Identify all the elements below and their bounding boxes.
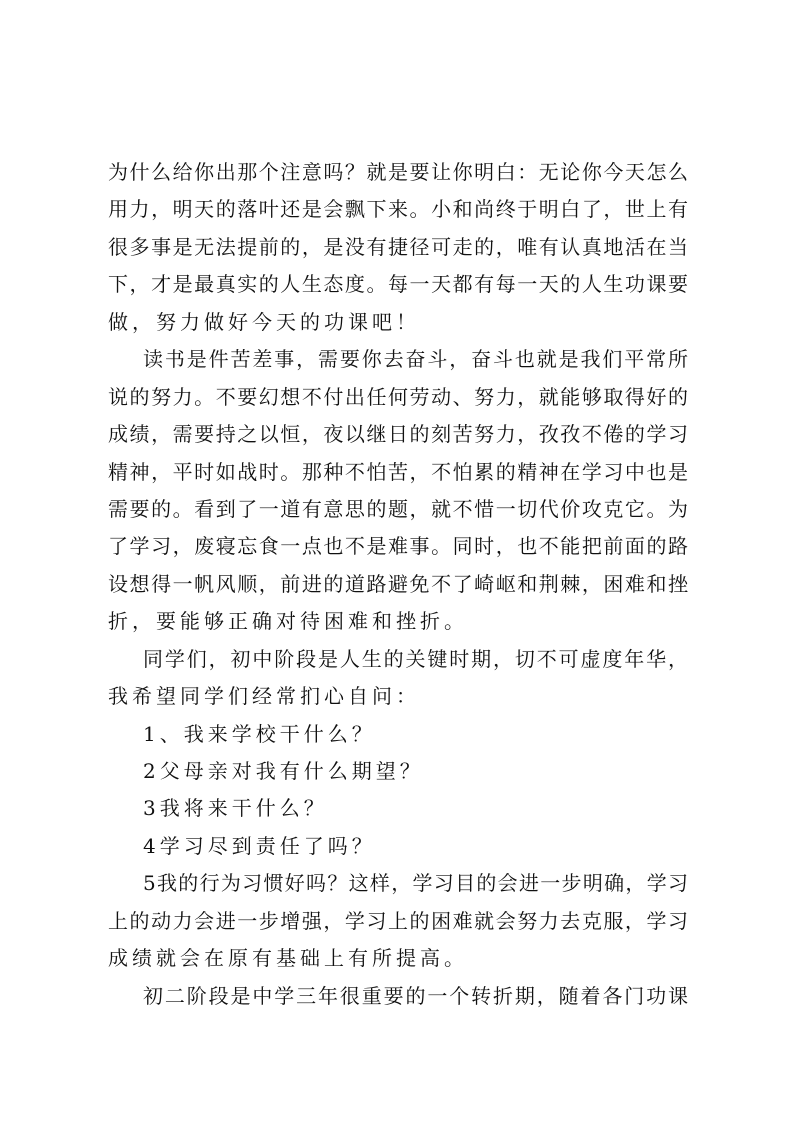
text-line: 用力，明天的落叶还是会飘下来。小和尚终于明白了，世上有 <box>108 197 688 222</box>
text-line: 4学习尽到责任了吗？ <box>143 833 376 858</box>
text-line: 同学们，初中阶段是人生的关键时期，切不可虚度年华， <box>143 646 688 671</box>
text-line: 很多事是无法提前的，是没有捷径可走的，唯有认真地活在当 <box>108 234 688 259</box>
text-line: 1、我来学校干什么？ <box>143 721 376 746</box>
text-line: 上的动力会进一步增强，学习上的困难就会努力去克服，学习 <box>108 908 688 933</box>
text-line: 成绩，需要持之以恒，夜以继日的刻苦努力，孜孜不倦的学习 <box>108 422 688 447</box>
text-line: 设想得一帆风顺，前进的道路避免不了崎岖和荆棘，困难和挫 <box>108 571 688 596</box>
text-line: 2父母亲对我有什么期望？ <box>143 759 424 783</box>
text-line: 成绩就会在原有基础上有所提高。 <box>108 946 468 971</box>
text-line: 我希望同学们经常扪心自问： <box>108 684 420 709</box>
text-line: 精神，平时如战时。那种不怕苦，不怕累的精神在学习中也是 <box>108 459 688 484</box>
text-line: 做，努力做好今天的功课吧！ <box>108 309 420 334</box>
text-line: 3我将来干什么？ <box>143 796 328 821</box>
text-line: 需要的。看到了一道有意思的题，就不惜一切代价攻克它。为 <box>108 496 688 521</box>
text-line: 5我的行为习惯好吗？这样，学习目的会进一步明确，学习 <box>143 871 688 896</box>
document-page <box>108 154 688 1015</box>
text-line: 说的努力。不要幻想不付出任何劳动、努力，就能够取得好的 <box>108 384 688 409</box>
text-line: 了学习，废寝忘食一点也不是难事。同时，也不能把前面的路 <box>108 534 688 559</box>
text-line: 折，要能够正确对待困难和挫折。 <box>108 609 468 634</box>
text-line: 为什么给你出那个注意吗？就是要让你明白：无论你今天怎么 <box>108 160 688 184</box>
text-line: 读书是件苦差事，需要你去奋斗，奋斗也就是我们平常所 <box>143 347 688 372</box>
text-line: 下，才是最真实的人生态度。每一天都有每一天的人生功课要 <box>108 272 688 297</box>
text-line: 初二阶段是中学三年很重要的一个转折期，随着各门功课 <box>143 983 688 1008</box>
